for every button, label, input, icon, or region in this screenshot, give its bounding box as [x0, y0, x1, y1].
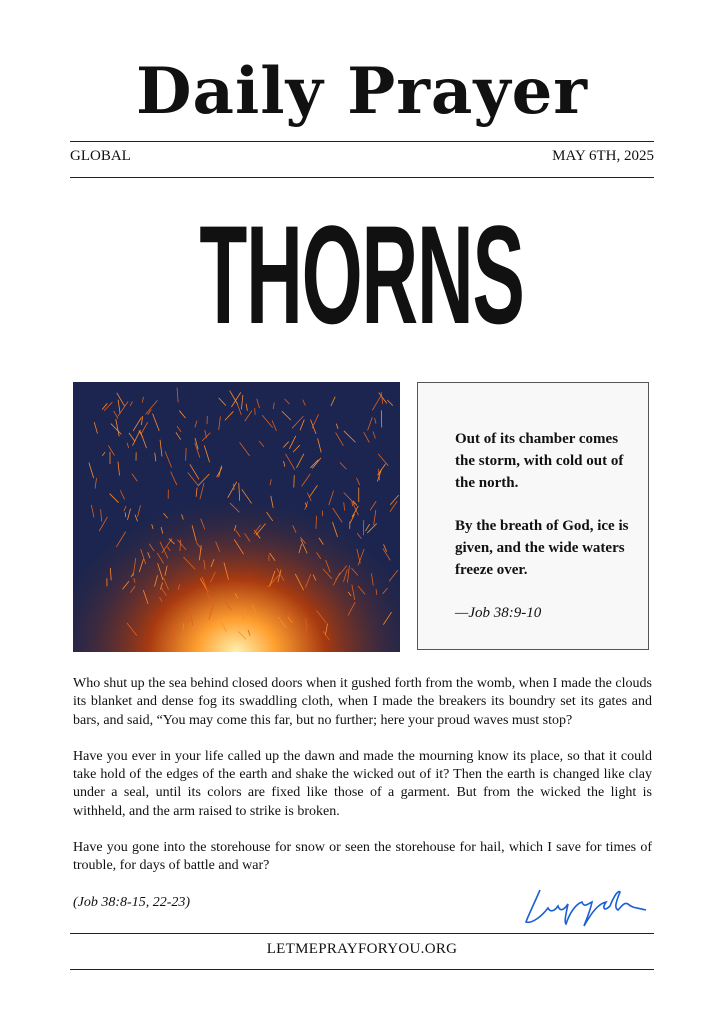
divider — [70, 933, 654, 934]
headline-text: THORNS — [199, 196, 525, 353]
website-link[interactable]: LETMEPRAYFORYOU.ORG — [266, 941, 458, 957]
masthead-title: Daily Prayer — [136, 54, 588, 129]
body-text — [73, 675, 652, 894]
divider — [70, 177, 654, 178]
divider — [70, 141, 654, 142]
headline — [0, 196, 724, 389]
divider — [70, 969, 654, 970]
spark — [125, 513, 126, 517]
signature — [520, 882, 650, 928]
paragraph: Have you gone into the storehouse for snow or seen the storehouse for hail, which I save for times of trouble, for days of battle and war? — [73, 840, 652, 874]
quote-stanza: Out of its chamber comes the storm, with cold out of the north. — [455, 431, 624, 491]
quote-stanza: By the breath of God, ice is given, and the wide waters freeze over. — [455, 518, 629, 578]
scripture-reference: (Job 38:8-15, 22-23) — [73, 895, 191, 910]
scripture-quote-box — [417, 382, 649, 650]
date-label: MAY 6TH, 2025 — [552, 148, 654, 164]
spark — [316, 516, 317, 529]
paragraph: Have you ever in your life called up the dawn and made the mourning know its place, so that it could take hold of the edges of the earth and shake the wicked out of it? Then the earth is changed like clay under a seal, until its colors are fixed like those of a garment. But from the wicked the light is withheld, and the arm raised to strike is broken. — [73, 748, 652, 819]
sparks-fire-photo — [73, 382, 400, 652]
quote-citation: —Job 38:9-10 — [455, 605, 542, 621]
paragraph: Who shut up the sea behind closed doors when it gushed forth from the womb, when I made the clouds its blanket and dense fog its swaddling cloth, when I made the breakers its boundry set its gates and bars, and said, “You may come this far, but no further; here your proud waves must stop? — [73, 676, 652, 728]
location-label: GLOBAL — [70, 148, 131, 164]
